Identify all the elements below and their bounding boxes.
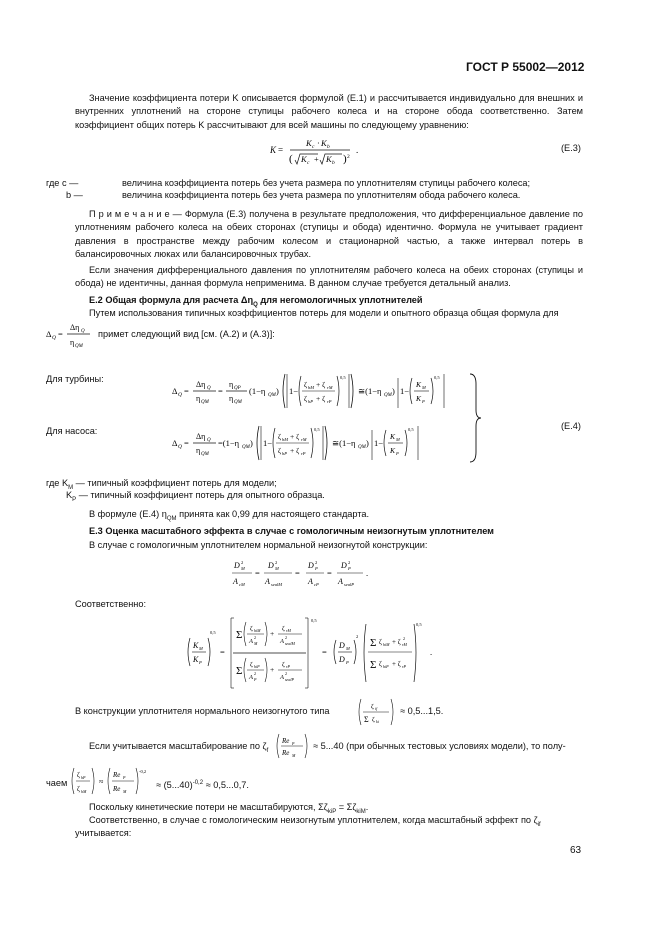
p4-tail: принята как 0,99 для настоящего стандарта.	[176, 509, 370, 519]
paragraph-general-formula: Путем использования типичных коэффициентов потерь для модели и опытного образца общая формула для	[89, 308, 559, 318]
svg-text:η: η	[196, 394, 201, 403]
svg-text:hiM: hiM	[254, 628, 261, 633]
p10-mid: = Σζ	[336, 802, 357, 812]
svg-text:ζ: ζ	[379, 638, 382, 646]
equation-turbine	[172, 368, 462, 414]
paragraph-normal-seal: В конструкции уплотнителя нормального неизогнутого типа	[75, 706, 330, 716]
paragraph-homologous: В случае с гомологичным уплотнителем нормальной неизогнутой конструкции:	[89, 540, 428, 550]
svg-text:c: c	[312, 144, 315, 150]
svg-text:Q: Q	[207, 386, 211, 391]
delta-q-tail-text: примет следующий вид [см. (А.2) и (А.3)]:	[98, 329, 275, 339]
svg-text:Δ: Δ	[46, 329, 52, 339]
delta-q-definition-svg	[46, 320, 94, 350]
svg-text:A: A	[280, 674, 284, 681]
svg-text:P: P	[292, 741, 295, 746]
svg-text:): )	[343, 153, 347, 165]
svg-text:A: A	[338, 577, 343, 586]
svg-text:=: =	[220, 647, 225, 657]
svg-text:2: 2	[348, 560, 351, 565]
svg-text:D: D	[341, 561, 347, 570]
svg-text:D: D	[308, 561, 314, 570]
svg-text:+ ζ: + ζ	[316, 380, 326, 389]
svg-text:b: b	[327, 144, 330, 150]
svg-text:Re: Re	[113, 785, 121, 793]
svg-text:η: η	[196, 446, 201, 455]
svg-text:0,5: 0,5	[314, 427, 320, 432]
svg-text:=: =	[327, 568, 332, 578]
svg-text:+ ζ: + ζ	[290, 446, 300, 455]
svg-text:2: 2	[275, 560, 278, 565]
svg-text:b: b	[332, 160, 335, 166]
svg-text:D: D	[234, 561, 240, 570]
pump-label: Для насоса:	[46, 426, 98, 436]
p4-sub: QM	[166, 515, 177, 522]
svg-text:2: 2	[315, 560, 318, 565]
paragraph-normal-seal-range: ≈ 0,5...1,5.	[400, 706, 444, 716]
svg-text:+ ζ: + ζ	[290, 432, 300, 441]
svg-text:=: =	[58, 329, 63, 339]
svg-text:D: D	[268, 561, 274, 570]
svg-text:rP: rP	[286, 664, 290, 669]
svg-text:0,5: 0,5	[434, 375, 440, 380]
svg-text:+ ζ: + ζ	[392, 660, 401, 668]
svg-text:η: η	[229, 394, 234, 403]
svg-text:K: K	[326, 154, 332, 164]
svg-text:Re: Re	[282, 749, 290, 757]
section-e3-heading: Е.3 Оценка масштабного эффекта в случае с гомологичным неизогнутым уплотнителем	[89, 526, 494, 536]
svg-text:Q: Q	[178, 444, 182, 450]
svg-text:K: K	[306, 138, 312, 148]
svg-text:M: M	[396, 437, 400, 442]
paragraph-scaling-tail: ≈ 5...40 (при обычных тестовых условиях модели), то полу-	[313, 741, 566, 751]
equation-e4-tag: (Е.4)	[561, 421, 581, 431]
svg-text:): )	[276, 386, 279, 396]
equation-brace	[468, 372, 482, 464]
svg-text:+: +	[314, 154, 319, 164]
svg-text:M: M	[199, 646, 203, 651]
svg-text:Q: Q	[81, 329, 85, 334]
svg-text:·: ·	[317, 138, 320, 148]
equation-turbine-svg	[172, 368, 462, 414]
svg-text:ζ: ζ	[250, 625, 253, 632]
equation-re-ratio-1	[275, 732, 311, 760]
svg-text:QM: QM	[201, 400, 209, 405]
svg-text:QM: QM	[75, 344, 83, 349]
svg-text:K: K	[416, 380, 422, 389]
svg-text:1−: 1−	[400, 386, 410, 396]
svg-text:sealP: sealP	[285, 677, 294, 682]
paragraph-result-head: чаем	[46, 778, 68, 788]
svg-text:hiM: hiM	[383, 642, 390, 647]
svg-text:rM: rM	[327, 385, 333, 390]
where-km-label: где K	[46, 478, 69, 488]
svg-text:Δη: Δη	[196, 380, 206, 389]
delta-q-definition	[46, 320, 94, 350]
svg-text:ζ: ζ	[278, 432, 282, 441]
svg-text:cP: cP	[314, 582, 319, 587]
svg-text:): )	[250, 438, 253, 448]
svg-text:ζ: ζ	[372, 716, 375, 723]
svg-text:K: K	[193, 641, 199, 650]
svg-text:K: K	[301, 154, 307, 164]
svg-text:hP: hP	[308, 399, 313, 404]
section-e2-sub: Q	[253, 301, 258, 308]
svg-text:rM: rM	[402, 642, 407, 647]
p9-end: ≈ 0,5...0,7.	[205, 780, 249, 791]
svg-text:1−: 1−	[374, 438, 384, 448]
equation-area-ratio	[230, 556, 400, 590]
svg-text:Q: Q	[52, 335, 56, 341]
section-e2-title: Е.2 Общая формула для расчета Δη	[89, 295, 254, 305]
equation-e3-tag: (Е.3)	[561, 143, 581, 153]
turbine-label: Для турбины:	[46, 374, 104, 384]
svg-text:QM: QM	[358, 445, 366, 450]
svg-text:.: .	[366, 568, 369, 578]
svg-text:K: K	[390, 432, 396, 441]
svg-text:Σ: Σ	[364, 715, 369, 724]
svg-text:ζ: ζ	[250, 661, 253, 668]
svg-text:K: K	[193, 655, 199, 664]
equation-e3-svg	[270, 134, 370, 170]
equation-km-kp-ratio	[184, 614, 474, 696]
svg-text:Δ: Δ	[172, 386, 178, 396]
svg-text:ζ: ζ	[304, 394, 308, 403]
svg-text:2: 2	[347, 154, 350, 160]
paragraph-eta-qm	[89, 508, 369, 526]
svg-text:P: P	[422, 399, 425, 404]
equation-zeta-ratio-svg	[357, 697, 397, 727]
paragraph-homologous-scaling	[89, 814, 583, 832]
svg-text:c: c	[307, 160, 310, 166]
svg-text:2: 2	[403, 636, 405, 641]
paragraph-loss-coefficient: Значение коэффициента потери K описывается формулой (Е.1) и рассчитывается индивидуально для внешних и внутренних уплотнений на стороне ступицы рабочего колеса и на стороне обода соответственно. Затем коэффициент общих потерь K рассчитывают для всей машины по следующему уравнению:	[75, 93, 583, 130]
equation-re-ratio-1-svg	[275, 732, 311, 760]
svg-text:QM: QM	[201, 452, 209, 457]
svg-text:M: M	[254, 641, 258, 646]
svg-text:rM: rM	[301, 437, 307, 442]
where-kp-label: K	[66, 490, 73, 500]
svg-text:2: 2	[254, 635, 256, 640]
equation-e3	[270, 134, 370, 170]
svg-text:K: K	[270, 145, 277, 155]
where-km-text: — типичный коэффициент потерь для модели;	[73, 478, 277, 488]
equation-zeta-re	[70, 764, 154, 798]
equation-zeta-ratio	[357, 697, 397, 727]
svg-text:QP: QP	[234, 386, 241, 391]
svg-text:hP: hP	[282, 451, 287, 456]
where-kp-sub: P	[72, 496, 77, 503]
svg-text:A: A	[249, 638, 253, 645]
svg-text:K: K	[321, 138, 327, 148]
svg-text:P: P	[199, 660, 202, 665]
svg-text:K: K	[390, 446, 396, 455]
svg-text:M: M	[275, 566, 279, 571]
svg-text:2: 2	[241, 560, 244, 565]
svg-text:ζ: ζ	[304, 380, 308, 389]
svg-text:=: =	[278, 145, 284, 155]
svg-text:K: K	[416, 394, 422, 403]
svg-text:Q: Q	[207, 438, 211, 443]
svg-text:Σ: Σ	[236, 665, 243, 677]
svg-text:=: =	[184, 386, 189, 396]
svg-text:A: A	[249, 674, 253, 681]
paragraph-homologous-scaling-end: учитывается:	[75, 828, 132, 838]
svg-text:): )	[392, 386, 395, 396]
p4-head: В формуле (Е.4) η	[89, 509, 167, 519]
svg-text:Σ: Σ	[236, 629, 243, 641]
where-b-text: величина коэффициента потерь без учета размера по уплотнителям обода рабочего колеса.	[122, 190, 521, 200]
p11-head: Соответственно, в случае с гомологическим неизогнутым уплотнителем, когда масштабный эффект по ζ	[89, 815, 538, 825]
p9-tail: ≈ (5...40)	[156, 780, 193, 791]
svg-text:=: =	[218, 386, 223, 396]
svg-text:A: A	[308, 577, 313, 586]
standard-header: ГОСТ Р 55002—2012	[466, 60, 585, 74]
svg-text:P: P	[254, 677, 257, 682]
equation-area-ratio-svg	[230, 556, 400, 590]
svg-text:=: =	[255, 568, 260, 578]
svg-text:Δ: Δ	[172, 438, 178, 448]
svg-text:M: M	[422, 385, 426, 390]
svg-text:(: (	[289, 153, 293, 165]
where-km-sub: M	[68, 484, 74, 491]
svg-text:P: P	[315, 566, 318, 571]
svg-text:ζ: ζ	[379, 660, 382, 668]
svg-text:1−: 1−	[289, 386, 299, 396]
where-c-text: величина коэффициента потерь без учета размера по уплотнителям ступицы рабочего колеса;	[122, 178, 531, 188]
svg-text:0,5: 0,5	[340, 375, 346, 380]
svg-text:hP: hP	[81, 775, 86, 780]
svg-text:hM: hM	[81, 789, 87, 794]
paragraph-not-identical: Если значения дифференциального давления по уплотнителям рабочего колеса на обеих сторонах (ступицы и обода) не идентичны, данная формула неприменима. В данном случае требуется детальный анализ.	[75, 265, 583, 289]
where-b-label: b —	[66, 190, 83, 200]
paragraph-scaling	[89, 740, 268, 758]
equation-zeta-re-svg	[70, 764, 154, 798]
svg-text:Δη: Δη	[196, 432, 206, 441]
section-e2-tail: для негомологичных уплотнителей	[257, 295, 423, 305]
svg-text:M: M	[292, 753, 296, 758]
p10-sub2: kiM	[356, 808, 366, 815]
svg-text:QM: QM	[384, 393, 392, 398]
svg-text:=: =	[322, 647, 327, 657]
svg-text:ζ: ζ	[282, 625, 285, 632]
svg-text:ki: ki	[376, 719, 379, 724]
svg-text:0,5: 0,5	[311, 618, 317, 623]
svg-text:.: .	[430, 647, 433, 657]
svg-text:D: D	[339, 641, 345, 650]
svg-text:0,5: 0,5	[210, 630, 216, 635]
svg-text:): )	[366, 438, 369, 448]
paragraph-accordingly: Соответственно:	[75, 599, 147, 609]
paragraph-result	[156, 777, 249, 792]
p10-head: Поскольку кинетические потери не масштабируются, Σζ	[89, 802, 328, 812]
svg-text:M: M	[123, 789, 127, 794]
svg-text:+ ζ: + ζ	[316, 394, 326, 403]
svg-text:D: D	[339, 655, 345, 664]
svg-text:1−: 1−	[263, 438, 273, 448]
svg-text:+: +	[270, 665, 275, 674]
svg-text:ζ: ζ	[278, 446, 282, 455]
svg-text:2: 2	[356, 634, 359, 639]
svg-text:P: P	[348, 566, 351, 571]
svg-text:QM: QM	[234, 400, 242, 405]
svg-text:A: A	[280, 638, 284, 645]
svg-text:.: .	[356, 145, 359, 155]
p9-exp: -0,2	[192, 780, 204, 786]
where-kp	[66, 489, 325, 507]
svg-text:0,5: 0,5	[408, 427, 414, 432]
svg-text:2: 2	[285, 671, 287, 676]
svg-text:Re: Re	[113, 771, 121, 779]
svg-text:=: =	[184, 438, 189, 448]
where-kp-text: — типичный коэффициент потерь для опытного образца.	[76, 490, 325, 500]
svg-text:hiP: hiP	[254, 664, 260, 669]
where-c-label: где c —	[46, 178, 79, 188]
svg-text:rP: rP	[327, 399, 332, 404]
svg-text:M: M	[346, 646, 350, 651]
svg-text:ζ: ζ	[282, 661, 285, 668]
svg-text:A: A	[233, 577, 238, 586]
svg-text:=(1−η: =(1−η	[218, 438, 240, 448]
svg-text:0,5: 0,5	[416, 622, 422, 627]
note-text: — Формула (Е.3) получена в результате предположения, что дифференциальное давление по уплотнениям рабочего колеса на обеих сторонах (ступицы и обода) идентично. Формула не учитывает градиент давления в пространстве между рабочим колесом и стационарной частью, а также интервал потерь в балансировочных люках или балансировочных трубах.	[75, 209, 583, 259]
svg-text:rP: rP	[402, 664, 406, 669]
svg-text:sealM: sealM	[285, 641, 295, 646]
svg-text:Re: Re	[282, 737, 290, 745]
svg-text:hM: hM	[282, 437, 288, 442]
equation-pump	[172, 420, 462, 466]
svg-text:Δη: Δη	[70, 323, 80, 332]
svg-text:η: η	[229, 380, 234, 389]
p10-end: .	[365, 802, 369, 812]
svg-text:if: if	[375, 706, 378, 711]
equation-km-kp-ratio-svg	[184, 614, 474, 696]
svg-text:Q: Q	[178, 392, 182, 398]
svg-text:=: =	[295, 568, 300, 578]
svg-text:A: A	[265, 577, 270, 586]
page-number: 63	[570, 845, 582, 856]
svg-text:M: M	[241, 566, 245, 571]
svg-text:rP: rP	[301, 451, 306, 456]
svg-text:+ ζ: + ζ	[392, 638, 401, 646]
svg-text:sealP: sealP	[344, 582, 354, 587]
svg-text:+: +	[270, 629, 275, 638]
note-paragraph	[75, 208, 583, 261]
svg-text:-0,2: -0,2	[139, 769, 147, 774]
svg-text:P: P	[396, 451, 399, 456]
svg-text:rM: rM	[286, 628, 291, 633]
svg-text:P: P	[346, 660, 349, 665]
p10-sub: kiP	[327, 808, 337, 815]
svg-text:ζ: ζ	[77, 785, 80, 793]
svg-text:ζ: ζ	[77, 771, 80, 779]
svg-text:Σ: Σ	[370, 637, 377, 649]
p11-sub: if	[537, 821, 541, 828]
svg-text:hM: hM	[308, 385, 314, 390]
svg-text:≅(1−η: ≅(1−η	[332, 438, 356, 448]
svg-text:QM: QM	[242, 445, 250, 450]
p8-head: Если учитывается масштабирование по ζ	[89, 741, 267, 751]
svg-text:≈: ≈	[99, 777, 104, 786]
note-label: П р и м е ч а н и е	[89, 209, 170, 219]
p8-sub: f	[266, 747, 269, 754]
svg-text:Σ: Σ	[370, 659, 377, 671]
svg-text:η: η	[70, 338, 75, 347]
svg-text:QM: QM	[268, 393, 276, 398]
svg-text:2: 2	[285, 635, 287, 640]
svg-text:sealM: sealM	[271, 582, 282, 587]
svg-text:ζ: ζ	[371, 703, 374, 710]
svg-text:(1−η: (1−η	[249, 386, 266, 396]
svg-text:cM: cM	[239, 582, 245, 587]
svg-text:hiP: hiP	[383, 664, 389, 669]
equation-pump-svg	[172, 420, 462, 466]
svg-text:≅(1−η: ≅(1−η	[358, 386, 382, 396]
svg-text:P: P	[123, 775, 126, 780]
svg-text:2: 2	[254, 671, 256, 676]
